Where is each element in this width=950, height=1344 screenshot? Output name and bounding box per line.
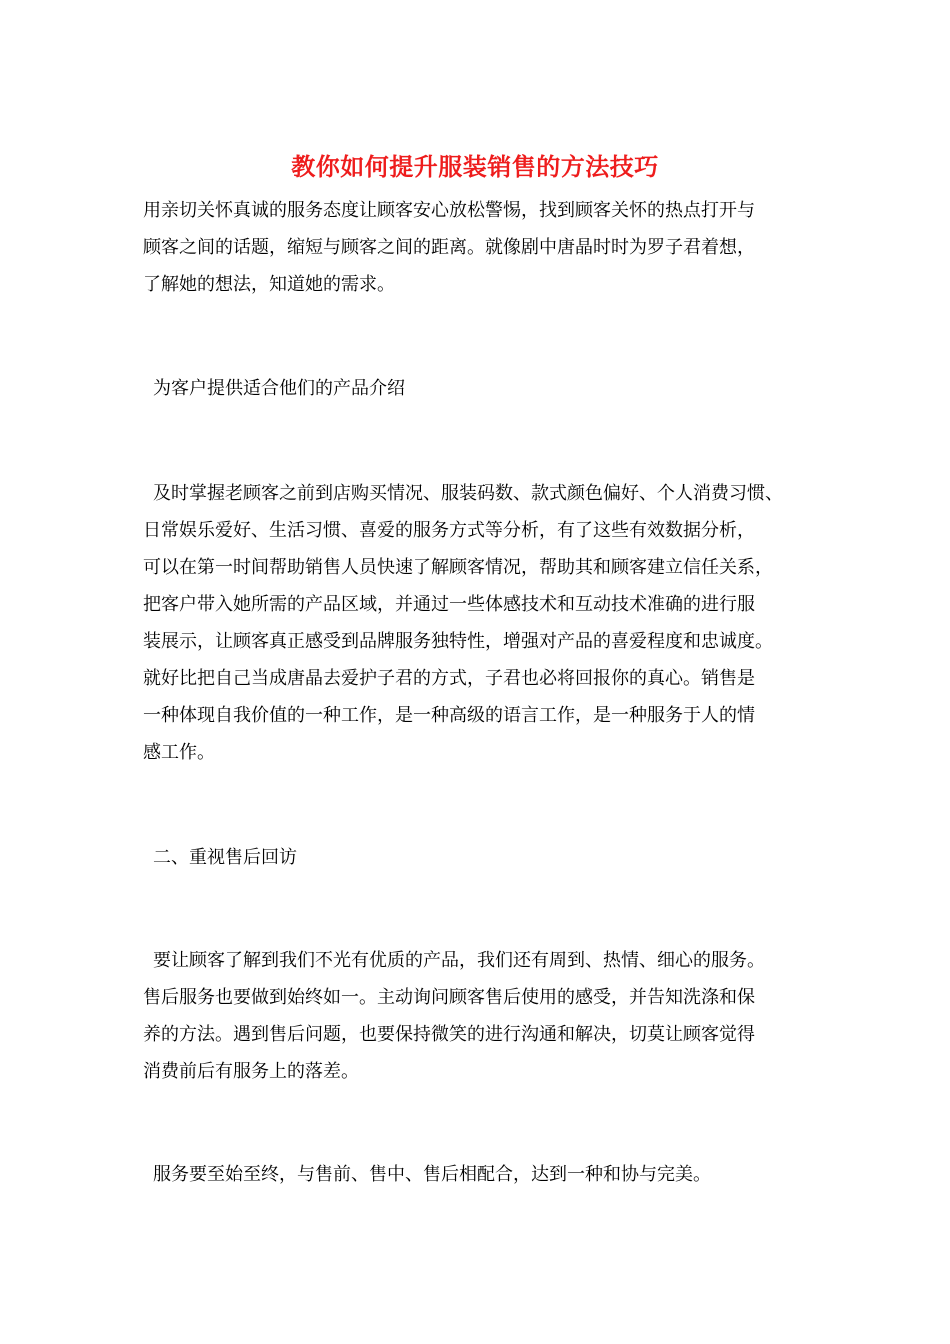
paragraph-3-line-2: 日常娱乐爱好、生活习惯、喜爱的服务方式等分析，有了这些有效数据分析， — [143, 520, 755, 541]
paragraph-1-line-1: 用亲切关怀真诚的服务态度让顾客安心放松警惕，找到顾客关怀的热点打开与 — [143, 200, 755, 221]
paragraph-5-line-2: 售后服务也要做到始终如一。主动询问顾客售后使用的感受，并告知洗涤和保 — [143, 987, 755, 1008]
paragraph-5-line-4: 消费前后有服务上的落差。 — [143, 1061, 359, 1082]
section-heading-2: 二、重视售后回访 — [153, 847, 297, 868]
paragraph-1-line-2: 顾客之间的话题，缩短与顾客之间的距离。就像剧中唐晶时时为罗子君着想， — [143, 237, 755, 258]
paragraph-5-line-3: 养的方法。遇到售后问题，也要保持微笑的进行沟通和解决，切莫让顾客觉得 — [143, 1024, 755, 1045]
paragraph-3-line-5: 装展示，让顾客真正感受到品牌服务独特性，增强对产品的喜爱程度和忠诚度。 — [143, 631, 773, 652]
paragraph-3-line-6: 就好比把自己当成唐晶去爱护子君的方式，子君也必将回报你的真心。销售是 — [143, 668, 755, 689]
document-title: 教你如何提升服装销售的方法技巧 — [291, 152, 659, 181]
paragraph-3-line-4: 把客户带入她所需的产品区域，并通过一些体感技术和互动技术准确的进行服 — [143, 594, 755, 615]
paragraph-1-line-3: 了解她的想法，知道她的需求。 — [143, 274, 395, 295]
paragraph-3-line-3: 可以在第一时间帮助销售人员快速了解顾客情况，帮助其和顾客建立信任关系， — [143, 557, 773, 578]
paragraph-3-line-7: 一种体现自我价值的一种工作，是一种高级的语言工作，是一种服务于人的情 — [143, 705, 755, 726]
paragraph-6-line-1: 服务要至始至终，与售前、售中、售后相配合，达到一种和协与完美。 — [153, 1164, 711, 1185]
paragraph-3-line-1: 及时掌握老顾客之前到店购买情况、服装码数、款式颜色偏好、个人消费习惯、 — [153, 483, 783, 504]
section-heading-1: 为客户提供适合他们的产品介绍 — [153, 378, 405, 399]
paragraph-5-line-1: 要让顾客了解到我们不光有优质的产品，我们还有周到、热情、细心的服务。 — [153, 950, 765, 971]
paragraph-3-line-8: 感工作。 — [143, 742, 215, 763]
